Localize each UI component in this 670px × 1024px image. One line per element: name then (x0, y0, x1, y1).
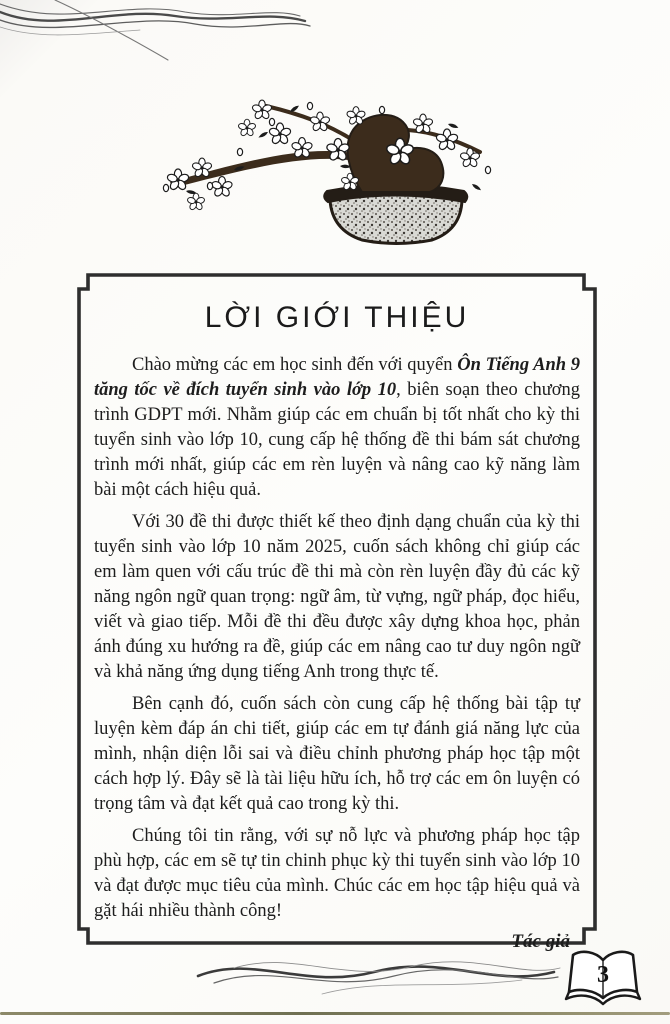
bonsai-illustration (150, 92, 500, 252)
paragraph-1-prefix: Chào mừng các em học sinh đến với quyển (132, 355, 458, 375)
book-title-emphasis: Ôn Tiếng Anh 9 tăng tốc về đích tuyển sinh vào lớp 10 (94, 355, 580, 400)
author-signature: Tác giả (511, 931, 570, 952)
intro-box (77, 273, 597, 952)
paragraph-4: Chúng tôi tin rằng, với sự nỗ lực và phương pháp học tập phù hợp, các em sẽ tự tin chinh phục kỳ thi tuyển sinh vào lớp 10 và đạt được mục tiêu của mình. Chúc các em học tập hiệu quả và gặt hái nhiều thành công! (94, 826, 580, 921)
paragraph-2: Với 30 đề thi được thiết kế theo định dạng chuẩn của kỳ thi tuyển sinh vào lớp 10 năm 2025, cuốn sách không chỉ giúp các em làm quen với cấu trúc đề thi mà còn rèn luyện đầy đủ các kỹ năng ngôn ngữ quan trọng: ngữ âm, từ vựng, ngữ pháp, đọc hiểu, viết và giao tiếp. Mỗi đề thi đều được xây dựng khoa học, phản ánh đúng xu hướng ra đề, giúp các em nâng cao tư duy ngôn ngữ và khả năng ứng dụng tiếng Anh trong thực tế. (94, 512, 580, 682)
paragraph-1 (94, 353, 580, 503)
calligraphic-swash-top-icon (0, 0, 320, 64)
paragraph-3: Bên cạnh đó, cuốn sách còn cung cấp hệ thống bài tập tự luyện kèm đáp án chi tiết, giúp các em tự đánh giá năng lực của mình, nhận diện lỗi sai và điều chỉnh phương pháp học tập một cách hợp lý. Đây sẽ là tài liệu hữu ích, hỗ trợ các em ôn luyện có trọng tâm và đạt kết quả cao trong kỳ thi. (94, 694, 580, 814)
calligraphic-swash-bottom-icon (192, 950, 562, 996)
page-title: LỜI GIỚI THIỆU (204, 301, 470, 334)
intro-content (91, 277, 583, 952)
paragraph-1-suffix: , biên soạn theo chương trình GDPT mới. Nhằm giúp các em chuẩn bị tốt nhất cho kỳ thi tuyển sinh vào lớp 10, cung cấp hệ thống đề thi bám sát chương trình mới nhất, giúp các em rèn luyện và nâng cao kỹ năng làm bài một cách hiệu quả. (94, 380, 580, 500)
page-edge-line (0, 1012, 670, 1015)
page-number: 3 (597, 961, 609, 988)
